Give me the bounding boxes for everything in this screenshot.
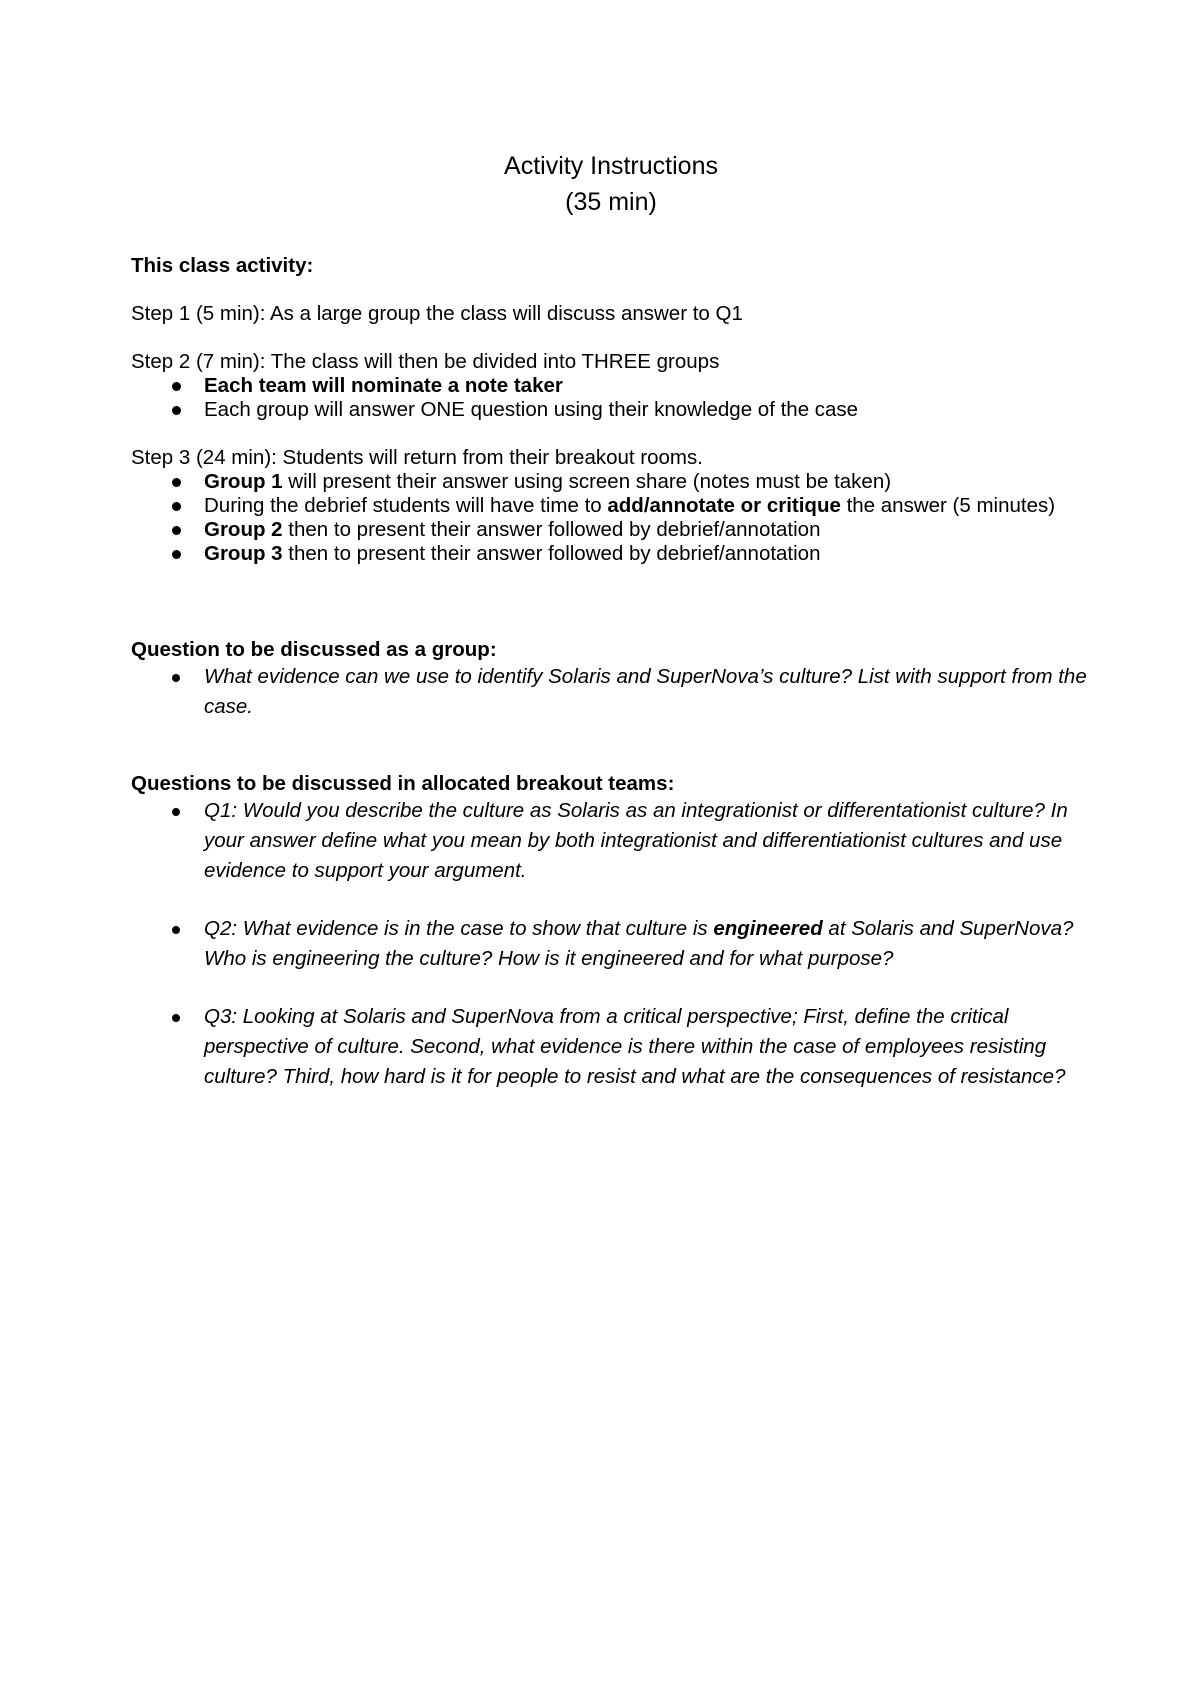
list-item: Q2: What evidence is in the case to show that culture is engineered at Solaris and SuperNova? Who is engineering the culture? How is it engineered and for what purpose?	[131, 914, 1091, 974]
title-block	[131, 148, 1091, 220]
bullet-icon	[172, 478, 181, 487]
document-subtitle: (35 min)	[565, 188, 657, 216]
list-item: Group 2 then to present their answer followed by debrief/annotation	[131, 518, 1091, 542]
bullet-icon	[172, 406, 181, 415]
bullet-icon	[172, 926, 180, 934]
bullet-icon	[172, 674, 180, 682]
bullet-icon	[172, 382, 181, 391]
step-2: Step 2 (7 min): The class will then be divided into THREE groups	[131, 350, 720, 373]
list-item: What evidence can we use to identify Solaris and SuperNova’s culture? List with support from the case.	[131, 662, 1091, 722]
list-item: Group 1 will present their answer using screen share (notes must be taken)	[131, 470, 1091, 494]
bullet-icon	[172, 550, 181, 559]
bullet-icon	[172, 808, 180, 816]
step-3: Step 3 (24 min): Students will return from their breakout rooms.	[131, 446, 703, 469]
bullet-icon	[172, 502, 181, 511]
list-item: Q1: Would you describe the culture as Solaris as an integrationist or differentationist culture? In your answer define what you mean by both integrationist and differentiationist cultures and use evidence to support your argument.	[131, 796, 1091, 886]
group-question-heading: Question to be discussed as a group:	[131, 638, 497, 661]
step-2-list	[131, 374, 1091, 422]
bullet-icon	[172, 1014, 180, 1022]
list-item: During the debrief students will have time to add/annotate or critique the answer (5 minutes)	[131, 494, 1091, 518]
breakout-question-list	[131, 796, 1091, 1092]
document-page	[131, 148, 1091, 1092]
list-item: Group 3 then to present their answer followed by debrief/annotation	[131, 542, 1091, 566]
list-item: Q3: Looking at Solaris and SuperNova from a critical perspective; First, define the critical perspective of culture. Second, what evidence is there within the case of employees resisting culture? Third, how hard is it for people to resist and what are the consequences of resistance?	[131, 1002, 1091, 1092]
step-3-list	[131, 470, 1091, 566]
intro-heading: This class activity:	[131, 254, 314, 277]
list-item: Each group will answer ONE question using their knowledge of the case	[131, 398, 1091, 422]
breakout-heading: Questions to be discussed in allocated breakout teams:	[131, 772, 675, 795]
bullet-icon	[172, 526, 181, 535]
step-1: Step 1 (5 min): As a large group the class will discuss answer to Q1	[131, 302, 743, 325]
list-item: Each team will nominate a note taker	[131, 374, 1091, 398]
group-question-list	[131, 662, 1091, 722]
document-title: Activity Instructions	[504, 152, 718, 180]
